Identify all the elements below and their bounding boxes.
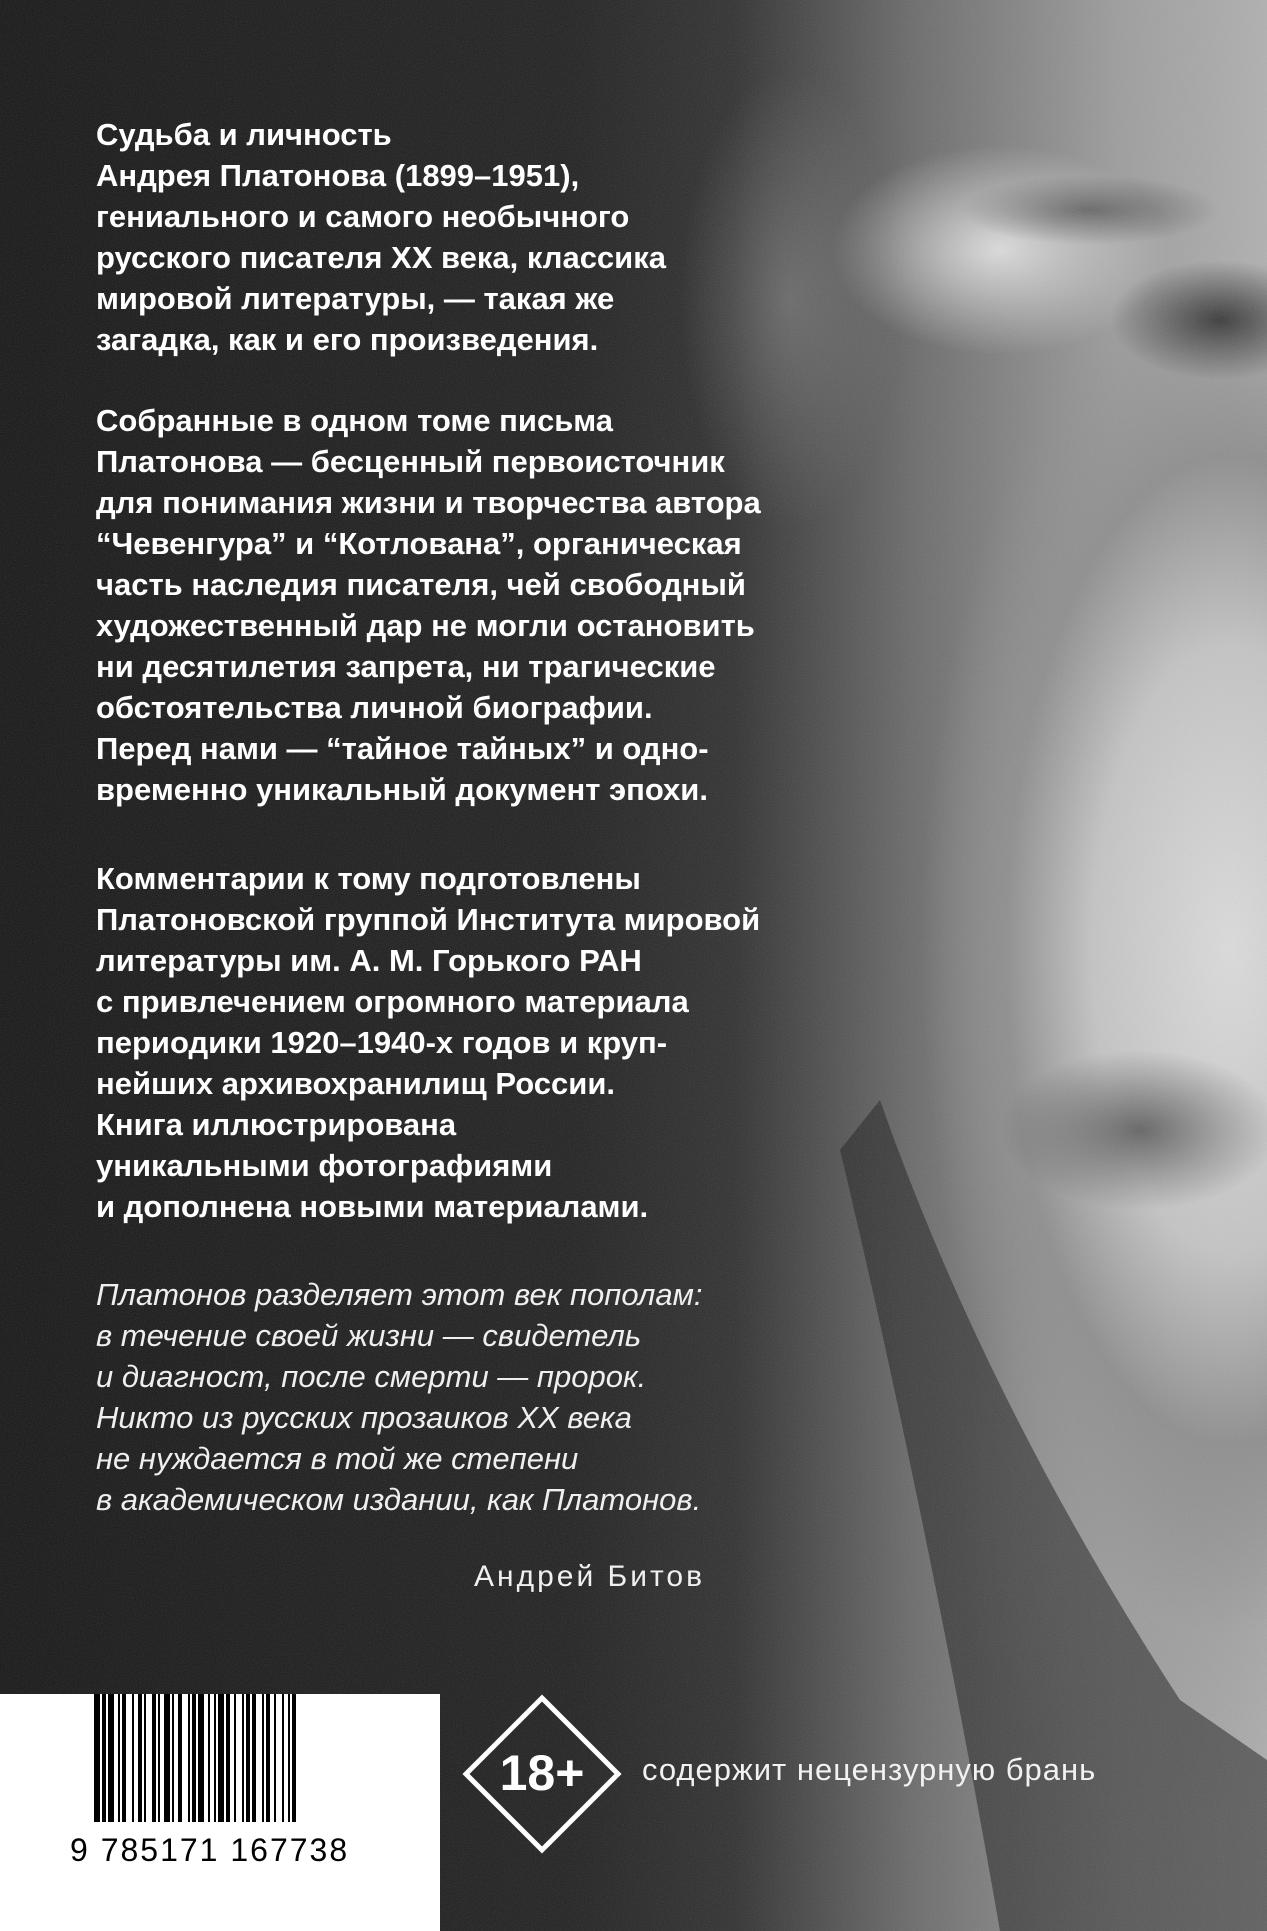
age-rating-text: 18+ bbox=[499, 1745, 585, 1801]
barcode-icon bbox=[94, 1694, 384, 1832]
age-rating-badge bbox=[462, 1694, 622, 1854]
quote-text: Платонов разделяет этот век пополам: в течение своей жизни — свидетель и диагност, после смерти — пророк. Никто из русских прозаиков XX века не нуждается в той же степени в академическом издании, как Платонов. bbox=[96, 1277, 703, 1517]
quote-author: Андрей Битов bbox=[474, 1560, 706, 1593]
description-paragraph-1: Судьба и личность Андрея Платонова (1899–1951), гениального и самого необычного русского писателя XX века, классика мировой литературы, — такая же загадка, как и его произведения. bbox=[96, 117, 666, 357]
description-paragraph-3: Комментарии к тому подготовлены Платоновской группой Института мировой литературы им. А. М. Горького РАН с привлечением огромного материала периодики 1920–1940-х годов и круп- нейших архивохранилищ России. Книга иллюстрирована уникальными фотографиями и дополнена новыми материалами. bbox=[96, 861, 761, 1224]
age-warning-note: содержит нецензурную брань bbox=[642, 1752, 1097, 1787]
isbn-number: 9 785171 167738 bbox=[70, 1832, 350, 1868]
description-paragraph-2: Собранные в одном томе письма Платонова — бесценный первоисточник для понимания жизни и творчества автора “Чевенгура” и “Котлована”, органическая часть наследия писателя, чей свободный художественный дар не могли остановить ни десятилетия запрета, ни трагические обстоятельства личной биографии. Перед нами — “тайное тайных” и одно- временно уникальный документ эпохи. bbox=[96, 403, 761, 807]
